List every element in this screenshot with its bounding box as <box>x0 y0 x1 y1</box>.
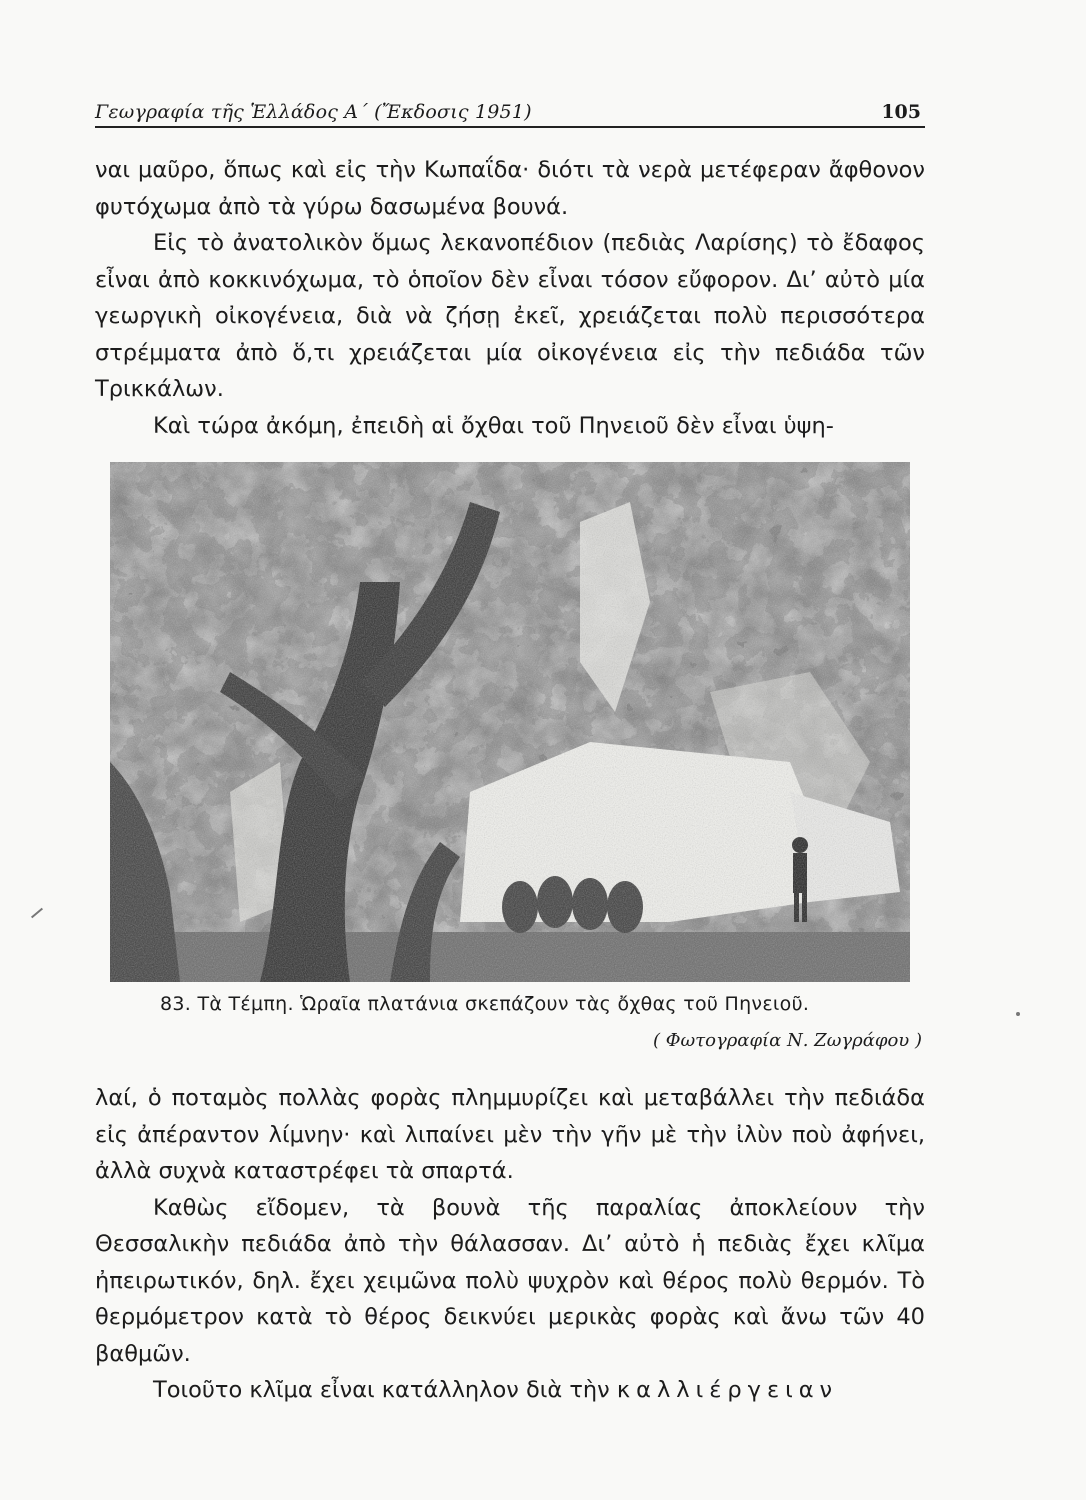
margin-mark <box>1016 1012 1020 1016</box>
body-text-top <box>95 152 925 444</box>
figure-caption: 83. Τὰ Τέμπη. Ὡραῖα πλατάνια σκεπάζουν τὰς ὄχθας τοῦ Πηνειοῦ. <box>160 993 810 1015</box>
header-title: Γεωγραφία τῆς Ἑλλάδος Α΄ (Ἔκδοσις 1951) <box>95 101 532 123</box>
final-line-text: Τοιοῦτο κλῖμα εἶναι κατάλληλον διὰ τὴν <box>153 1377 610 1403</box>
paragraph: ναι μαῦρο, ὅπως καὶ εἰς τὴν Κωπαΐδα· διότι τὰ νερὰ μετέφεραν ἄφθονον φυτόχωμα ἀπὸ τὰ γύρω δασωμένα βουνά. <box>95 157 925 220</box>
photo-credit: ( Φωτογραφία Ν. Ζωγράφου ) <box>652 1030 922 1051</box>
margin-mark <box>31 908 43 919</box>
spaced-emphasis-word: καλλιέργειαν <box>616 1377 839 1403</box>
paragraph: Καὶ τώρα ἀκόμη, ἐπειδὴ αἱ ὄχθαι τοῦ Πηνειοῦ δὲν εἶναι ὑψη- <box>153 412 834 439</box>
paragraph: Καθὼς εἴδομεν, τὰ βουνὰ τῆς παραλίας ἀποκλείουν τὴν Θεσσαλικὴν πεδιάδα ἀπὸ τὴν θάλασσαν. Δι’ αὐτὸ ἡ πεδιὰς ἔχει κλῖμα ἠπειρωτικόν, δηλ. ἔχει χειμῶνα πολὺ ψυχρὸν καὶ θέρος πολὺ θερμόν. Τὸ θερμόμετρον κατὰ τὸ θέρος δεικνύει μερικὰς φορὰς καὶ ἄνω τῶν 40 βαθμῶν. <box>95 1194 925 1367</box>
body-text-bottom <box>95 1080 925 1409</box>
paragraph: λαί, ὁ ποταμὸς πολλὰς φορὰς πλημμυρίζει καὶ μεταβάλλει τὴν πεδιάδα εἰς ἀπέραντον λίμνην· καὶ λιπαίνει μὲν τὴν γῆν μὲ τὴν ἰλὺν ποὺ ἀφήνει, ἀλλὰ συχνὰ καταστρέφει τὰ σπαρτά. <box>95 1085 925 1184</box>
photograph-tempe-plane-trees <box>110 462 910 982</box>
paragraph: Εἰς τὸ ἀνατολικὸν ὅμως λεκανοπέδιον (πεδιὰς Λαρίσης) τὸ ἔδαφος εἶναι ἀπὸ κοκκινόχωμα, τὸ ὁποῖον δὲν εἶναι τόσον εὔφορον. Δι’ αὐτὸ μία γεωργικὴ οἰκογένεια, διὰ νὰ ζήσῃ ἐκεῖ, χρειάζεται πολὺ περισσότερα στρέμματα ἀπὸ ὅ,τι χρειάζεται μία οἰκογένεια εἰς τὴν πεδιάδα τῶν Τρικκάλων. <box>95 230 925 402</box>
page-number: 105 <box>881 101 921 123</box>
paragraph-final <box>95 1372 925 1409</box>
running-header <box>95 96 925 128</box>
